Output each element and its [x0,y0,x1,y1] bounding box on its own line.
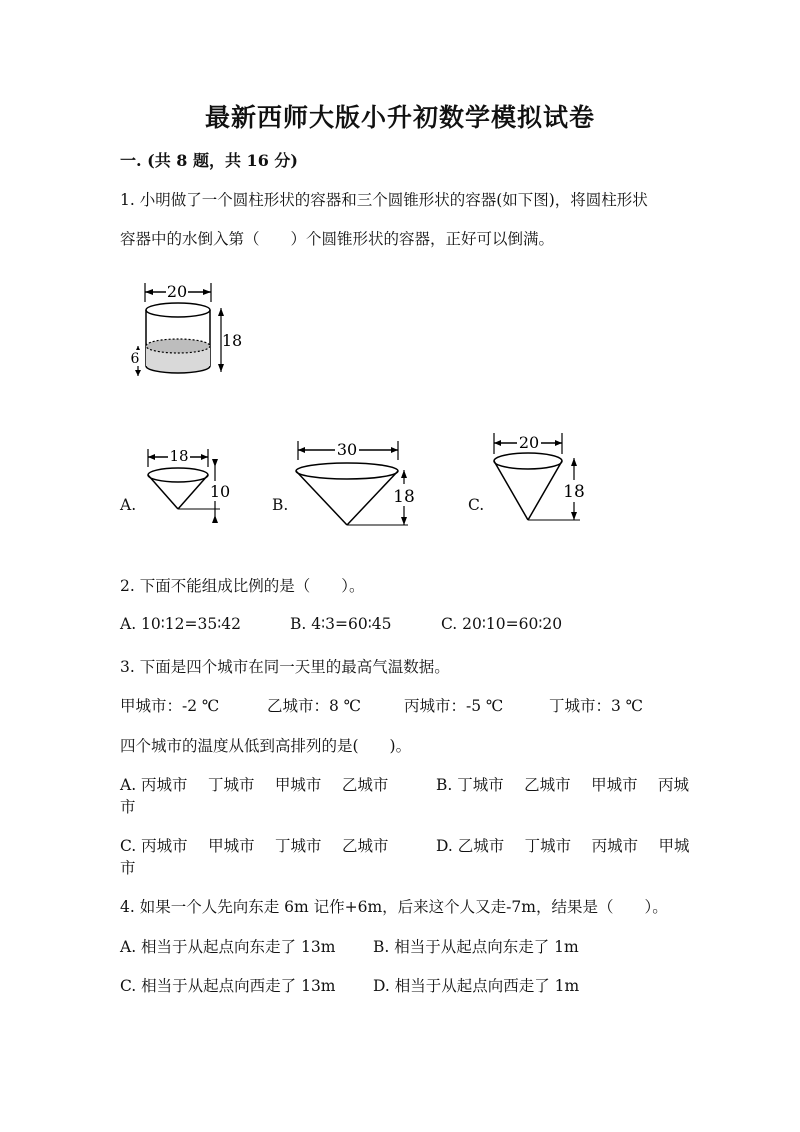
cone-b-label: B. [272,496,289,514]
cone-c-label: C. [468,496,485,514]
q2-stem: 2. 下面不能组成比例的是（ ）。 [120,577,365,595]
q3-option-b-line2: 市 [120,798,136,816]
cone-b-height-label: 18 [393,487,415,507]
cone-a-diameter-label: 18 [169,447,189,465]
q3-temp-bing: 丙城市：-5 ℃ [404,697,504,715]
cone-c-height-label: 18 [563,482,585,502]
q3-ask: 四个城市的温度从低到高排列的是( )。 [120,737,412,755]
cylinder-diameter-label: 20 [166,282,188,301]
cone-a-figure [140,445,240,527]
water-height-label: 6 [130,351,140,367]
q3-stem: 3. 下面是四个城市在同一天里的最高气温数据。 [120,658,450,676]
section-heading: 一. (共 8 题，共 16 分) [120,151,298,170]
q1-stem-line1: 1. 小明做了一个圆柱形状的容器和三个圆锥形状的容器(如下图)，将圆柱形状 [120,191,648,209]
q3-temp-jia: 甲城市：-2 ℃ [120,697,220,715]
q3-option-d-line1: D. 乙城市 丁城市 丙城市 甲城 [436,837,690,855]
q3-option-c: C. 丙城市 甲城市 丁城市 乙城市 [120,837,389,855]
q4-stem: 4. 如果一个人先向东走 6m 记作+6m，后来这个人又走-7m，结果是（ ）。 [120,898,668,916]
page-title: 最新西师大版小升初数学模拟试卷 [204,103,595,132]
cone-c-figure [486,428,591,528]
q1-stem-line2: 容器中的水倒入第（ ）个圆锥形状的容器，正好可以倒满。 [120,230,555,248]
q4-option-d: D. 相当于从起点向西走了 1m [373,977,580,995]
q4-option-c: C. 相当于从起点向西走了 13m [120,977,336,995]
q3-option-a: A. 丙城市 丁城市 甲城市 乙城市 [120,776,389,794]
q3-option-b-line1: B. 丁城市 乙城市 甲城市 丙城 [436,776,690,794]
q3-option-d-line2: 市 [120,859,136,877]
q3-temp-ding: 丁城市：3 ℃ [549,697,644,715]
cylinder-figure [118,278,248,383]
q2-option-b: B. 4∶3=60∶45 [290,615,392,633]
q4-option-a: A. 相当于从起点向东走了 13m [120,938,336,956]
q2-option-a: A. 10∶12=35∶42 [120,615,241,633]
cone-a-label: A. [120,496,137,514]
q3-temp-yi: 乙城市：8 ℃ [267,697,362,715]
cylinder-height-label: 18 [221,331,243,350]
cone-c-diameter-label: 20 [518,433,540,452]
cone-a-height-label: 10 [209,482,231,501]
cone-b-diameter-label: 30 [336,440,358,459]
q4-option-b: B. 相当于从起点向东走了 1m [373,938,579,956]
q2-option-c: C. 20∶10=60∶20 [441,615,563,633]
cone-b-figure [290,436,420,532]
